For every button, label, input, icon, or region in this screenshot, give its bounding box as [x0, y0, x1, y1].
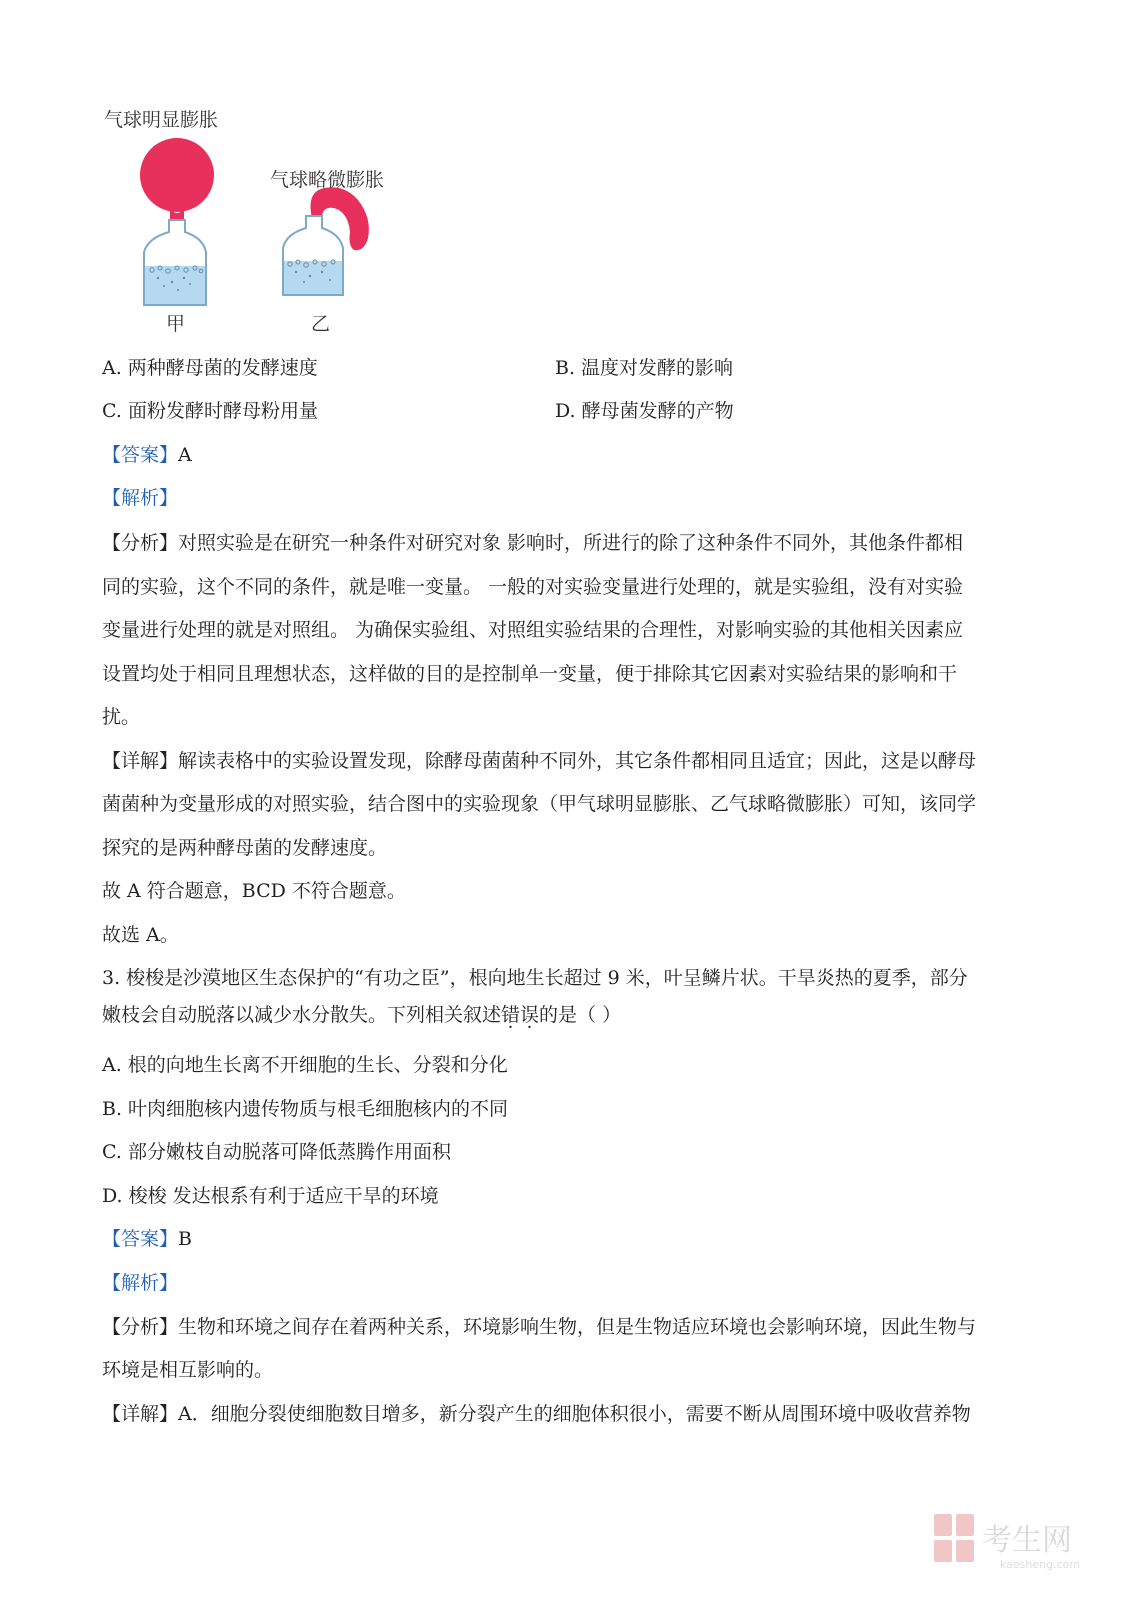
q2-option-a: A. 两种酵母菌的发酵速度 [102, 357, 318, 379]
q2-analysis-label: 【解析】 [102, 487, 179, 509]
q2-analysis-row [102, 486, 178, 510]
experiment-figure [100, 100, 420, 344]
q2-fenxi-line-1: 【分析】对照实验是在研究一种条件对研究对象 影响时，所进行的除了这种条件不同外，其他条件都相 [102, 532, 964, 554]
q3-fenxi-line-2: 环境是相互影响的。 [102, 1359, 274, 1381]
kaosheng-logo-icon [928, 1506, 1118, 1576]
q2-choice: 故选 A。 [102, 924, 179, 946]
q3-emphasis-2: 误 [520, 1004, 540, 1026]
balloon-bottles-illustration [100, 100, 420, 340]
q3-stem-line-2: 嫩枝会自动脱落以减少水分散失。下列相关叙述错误的是（ ） [102, 1004, 622, 1026]
q3-xiangjie-line-1: 【详解】A．细胞分裂使细胞数目增多，新分裂产生的细胞体积很小，需要不断从周围环境中吸收营养物 [102, 1403, 971, 1425]
balloon-a-inflated [140, 138, 214, 212]
q3-option-c: C. 部分嫩枝自动脱落可降低蒸腾作用面积 [102, 1141, 451, 1163]
q2-fenxi-label: 【分析】 [102, 532, 179, 554]
bottle-b-group [283, 187, 369, 295]
q2-conclusion: 故 A 符合题意，BCD 不符合题意。 [102, 880, 406, 902]
q2-xiangjie-label: 【详解】 [102, 750, 179, 772]
q2-xiangjie-line-1: 【详解】解读表格中的实验设置发现，除酵母菌菌种不同外，其它条件都相同且适宜；因此，这是以酵母 [102, 750, 977, 772]
q2-fenxi-line-3: 变量进行处理的就是对照组。 为确保实验组、对照组实验结果的合理性，对影响实验的其他相关因素应 [102, 619, 964, 641]
q3-answer-value: B [178, 1228, 192, 1250]
q3-option-d: D. 梭梭 发达根系有利于适应干旱的环境 [102, 1185, 439, 1207]
q2-option-d: D. 酵母菌发酵的产物 [555, 400, 734, 422]
bottle-b-liquid [284, 261, 342, 294]
q3-analysis-label: 【解析】 [102, 1272, 179, 1294]
q3-emphasis-1: 错 [501, 1004, 521, 1026]
svg-text:考生网: 考生网 [982, 1523, 1072, 1558]
q2-answer-label: 【答案】 [102, 444, 179, 466]
q3-fenxi-label: 【分析】 [102, 1316, 179, 1338]
q2-fenxi-line-4: 设置均处于相同且理想状态，这样做的目的是控制单一变量，便于排除其它因素对实验结果的影响和干 [102, 663, 958, 685]
q2-fenxi-line-2: 同的实验，这个不同的条件，就是唯一变量。 一般的对实验变量进行处理的，就是实验组，没有对实验 [102, 576, 964, 598]
q2-xiangjie-line-3: 探究的是两种酵母菌的发酵速度。 [102, 837, 388, 859]
q3-analysis-row [102, 1271, 178, 1295]
svg-text:kaosheng.com: kaosheng.com [1000, 1558, 1081, 1571]
q3-answer-row [102, 1227, 192, 1251]
q2-fenxi-line-5: 扰。 [102, 706, 141, 728]
q3-answer-label: 【答案】 [102, 1228, 179, 1250]
q3-option-b: B. 叶肉细胞核内遗传物质与根毛细胞核内的不同 [102, 1098, 509, 1120]
bottle-a-group [140, 138, 214, 305]
label-jia: 甲 [166, 313, 186, 335]
label-yi: 乙 [311, 313, 331, 335]
caption-balloon-b: 气球略微膨胀 [270, 169, 385, 191]
q2-xiangjie-line-2: 菌菌种为变量形成的对照实验，结合图中的实验现象（甲气球明显膨胀、乙气球略微膨胀）可知，该同学 [102, 793, 977, 815]
q2-answer-value: A [178, 444, 192, 466]
q3-option-a: A. 根的向地生长离不开细胞的生长、分裂和分化 [102, 1054, 508, 1076]
q3-fenxi-line-1: 【分析】生物和环境之间存在着两种关系，环境影响生物，但是生物适应环境也会影响环境，因此生物与 [102, 1316, 977, 1338]
q2-option-c: C. 面粉发酵时酵母粉用量 [102, 400, 318, 422]
q3-xiangjie-label: 【详解】 [102, 1403, 179, 1425]
caption-balloon-a: 气球明显膨胀 [104, 109, 219, 131]
q3-stem-line-1: 3. 梭梭是沙漠地区生态保护的“有功之臣”，根向地生长超过 9 米，叶呈鳞片状。干旱炎热的夏季，部分 [102, 967, 968, 989]
watermark-logo [928, 1506, 1118, 1580]
q2-option-b: B. 温度对发酵的影响 [555, 357, 734, 379]
q2-answer-row [102, 443, 192, 467]
